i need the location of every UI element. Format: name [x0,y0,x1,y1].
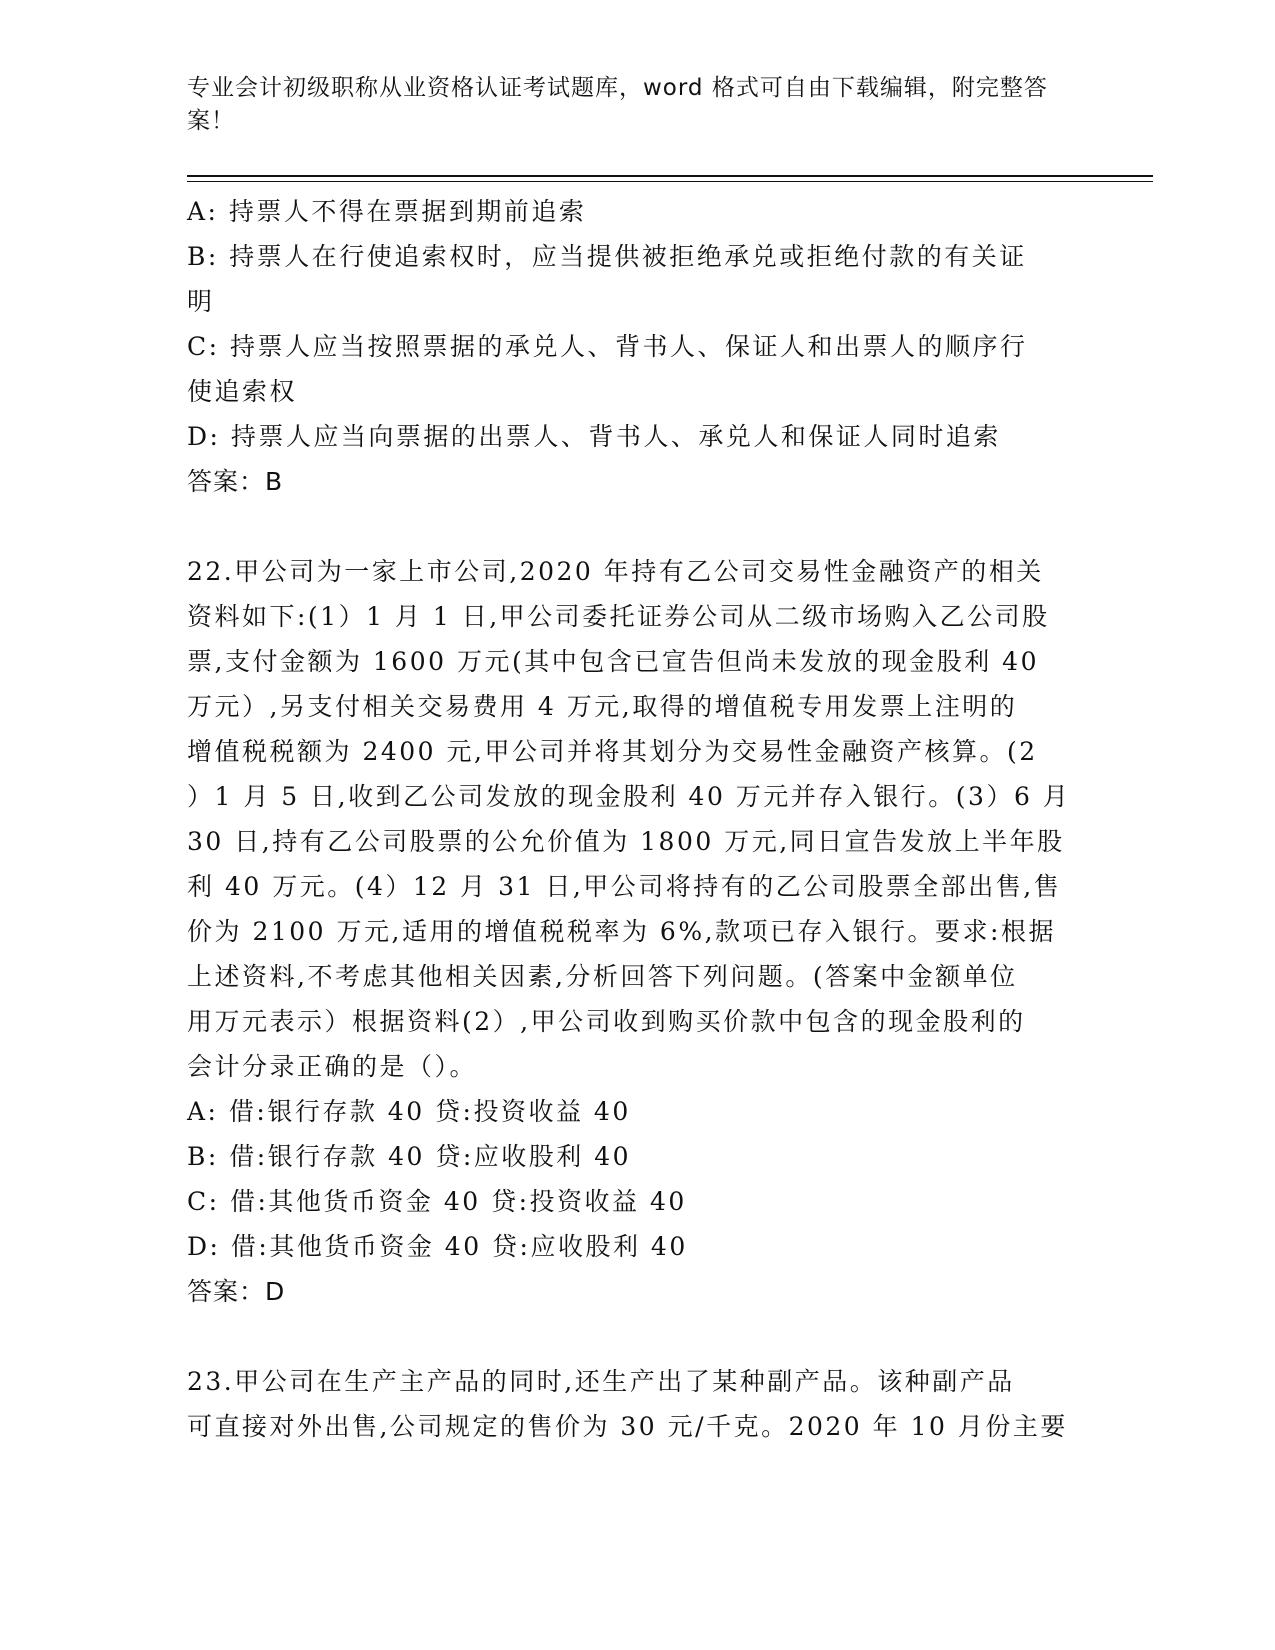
question-21 [187,189,1082,504]
q21-option-b-line-1: B: 持票人在行使追索权时，应当提供被拒绝承兑或拒绝付款的有关证 [187,242,1027,271]
header-line-1: 专业会计初级职称从业资格认证考试题库，word 格式可自由下载编辑，附完整答 [187,75,1048,101]
spacer [187,1314,1082,1359]
q22-answer: 答案：D [187,1277,286,1306]
header-line-2: 案！ [187,108,235,134]
q21-option-c-line-1: C: 持票人应当按照票据的承兑人、背书人、保证人和出票人的顺序行 [187,332,1028,361]
q22-stem-line: ）1 月 5 日,收到乙公司发放的现金股利 40 万元并存入银行。(3）6 月 [187,782,1071,811]
q22-stem-line: 22.甲公司为一家上市公司,2020 年持有乙公司交易性金融资产的相关 [187,557,1044,586]
q22-stem-line: 万元）,另支付相关交易费用 4 万元,取得的增值税专用发票上注明的 [187,692,1018,721]
question-23 [187,1359,1082,1449]
document-body [187,189,1082,1449]
q21-answer: 答案：B [187,467,284,496]
page-header [187,72,1067,138]
q22-stem-line: 用万元表示）根据资料(2）,甲公司收到购买价款中包含的现金股利的 [187,1007,1026,1036]
q21-option-a: A: 持票人不得在票据到期前追索 [187,197,587,226]
q22-stem-line: 价为 2100 万元,适用的增值税税率为 6%,款项已存入银行。要求:根据 [187,917,1056,946]
q22-option-d: D: 借:其他货币资金 40 贷:应收股利 40 [187,1232,688,1261]
q21-option-d: D: 持票人应当向票据的出票人、背书人、承兑人和保证人同时追索 [187,422,1001,451]
q22-stem-line: 30 日,持有乙公司股票的公允价值为 1800 万元,同日宣告发放上半年股 [187,827,1065,856]
q22-stem-line: 上述资料,不考虑其他相关因素,分析回答下列问题。(答案中金额单位 [187,962,1018,991]
q22-stem-line: 票,支付金额为 1600 万元(其中包含已宣告但尚未发放的现金股利 40 [187,647,1039,676]
spacer [187,504,1082,549]
q22-stem-line: 利 40 万元。(4）12 月 31 日,甲公司将持有的乙公司股票全部出售,售 [187,872,1062,901]
q22-stem-line: 会计分录正确的是（）。 [187,1052,478,1081]
q22-option-a: A: 借:银行存款 40 贷:投资收益 40 [187,1097,631,1126]
q22-option-b: B: 借:银行存款 40 贷:应收股利 40 [187,1142,632,1171]
q22-stem-line: 资料如下:(1）1 月 1 日,甲公司委托证券公司从二级市场购入乙公司股 [187,602,1050,631]
header-rule-thick [187,175,1153,177]
question-22 [187,549,1082,1314]
q21-option-c-line-2: 使追索权 [187,377,298,406]
q22-option-c: C: 借:其他货币资金 40 贷:投资收益 40 [187,1187,687,1216]
q22-stem-line: 增值税税额为 2400 元,甲公司并将其划分为交易性金融资产核算。(2 [187,737,1038,766]
q23-stem-line: 可直接对外出售,公司规定的售价为 30 元/千克。2020 年 10 月份主要 [187,1412,1068,1441]
q23-stem-line: 23.甲公司在生产主产品的同时,还生产出了某种副产品。该种副产品 [187,1367,1015,1396]
header-rule-thin [187,181,1153,182]
q21-option-b-line-2: 明 [187,287,215,316]
